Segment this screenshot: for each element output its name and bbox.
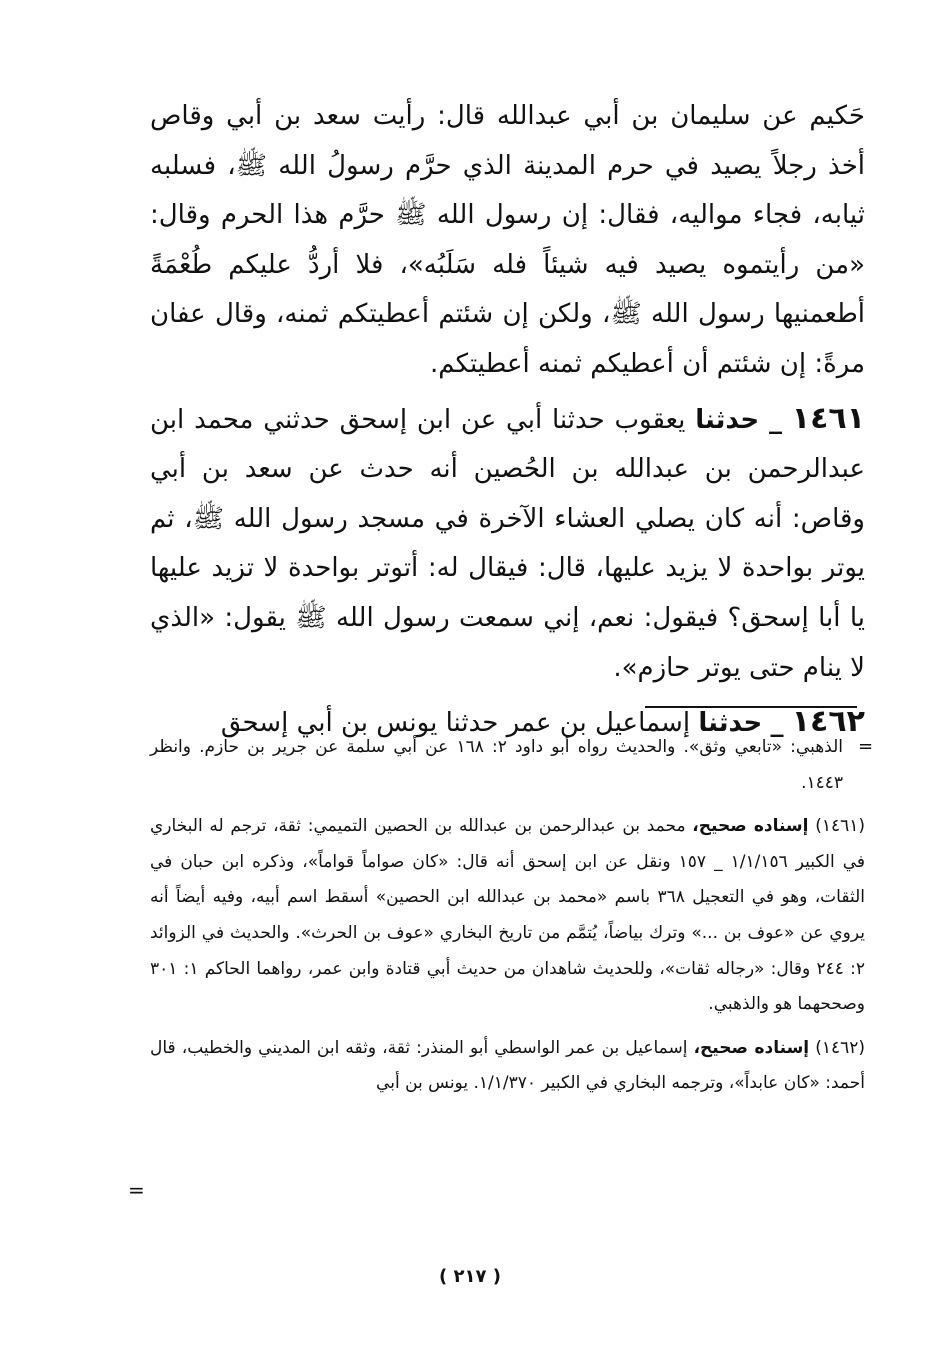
footnote-1461 bbox=[150, 809, 865, 1023]
footnote-divider bbox=[645, 706, 857, 708]
hadith-separator: _ bbox=[770, 708, 784, 739]
hadith-separator: _ bbox=[768, 404, 782, 435]
hadith-number: ١٤٦٢ bbox=[791, 704, 865, 740]
main-text bbox=[150, 92, 865, 749]
footnotes bbox=[150, 730, 865, 1102]
footnote-1462 bbox=[150, 1031, 865, 1102]
footnote-text: محمد بن عبدالرحمن بن عبدالله بن الحصين التميمي: ثقة، ترجم له البخاري في الكبير ١/١/١٥٦ _ ١٥٧ ونقل عن ابن إسحق أنه قال: «كان صواماً قواماً»، وذكره ابن حبان في الثقات، وهو في التعجيل ٣٦٨ باسم «محمد بن عبدالله ابن الحصين» أسقط اسم أبيه، وفيه أيضاً أنه يروي عن «عوف بن ...» وترك بياضاً، يُتمَّم من تاريخ البخاري «عوف بن الحرث». والحديث في الزوائد ٢: ٢٤٤ وقال: «رجاله ثقات»، وللحديث شاهدان من حديث أبي قتادة وابن عمر، رواهما الحاكم ١: ٣٠١ وصححهما هو والذهبي. bbox=[150, 816, 865, 1015]
hadith-text: إسماعيل بن عمر حدثنا يونس بن أبي إسحق bbox=[220, 708, 691, 739]
hadith-1461 bbox=[150, 394, 865, 694]
footnote-number: (١٤٦٢) bbox=[815, 1037, 866, 1058]
carry-over-continuation-mark: = bbox=[858, 736, 874, 757]
hadith-number: ١٤٦١ bbox=[791, 400, 866, 436]
haddathana-word: حدثنا bbox=[695, 404, 760, 435]
footnote-carry-over: الذهبي: «تابعي وثق». والحديث رواه أبو داود ٢: ١٦٨ عن أبي سلمة عن جرير بن حازم. وانظر ١٤٤٣. bbox=[150, 737, 844, 793]
footnote-text: إسماعيل بن عمر الواسطي أبو المنذر: ثقة، وثقه ابن المديني والخطيب، قال أحمد: «كان عابداً»، وترجمه البخاري في الكبير ١/١/٣٧٠. يونس بن أبي bbox=[150, 1037, 865, 1094]
intro-paragraph: حَكيم عن سليمان بن أبي عبدالله قال: رأيت سعد بن أبي وقاص أخذ رجلاً يصيد في حرم المدينة الذي حرَّم رسولُ الله ﷺ، فسلبه ثيابه، فجاء مواليه، فقال: إن رسول الله ﷺ حرَّم هذا الحرم وقال: «من رأيتموه يصيد فيه شيئاً فله سَلَبُه»، فلا أردُّ عليكم طُعْمَةً أطعمنيها رسول الله ﷺ، ولكن إن شئتم أعطيتكم ثمنه، وقال عفان مرةً: إن شئتم أن أعطيكم ثمنه أعطيتكم. bbox=[150, 101, 865, 379]
footnote-label: إسناده صحيح، bbox=[692, 816, 809, 837]
page-number: ( ٢١٧ ) bbox=[439, 1266, 501, 1287]
hadith-text: يعقوب حدثنا أبي عن ابن إسحق حدثني محمد ابن عبدالرحمن بن عبدالله بن الحُصين أنه حدث عن سعد بن أبي وقاص: أنه كان يصلي العشاء الآخرة في مسجد رسول الله ﷺ، ثم يوتر بواحدة لا يزيد عليها، قال: فيقال له: أتوتر بواحدة لا تزيد عليها يا أبا إسحق؟ فيقول: نعم، إني سمعت رسول الله ﷺ يقول: «الذي لا ينام حتى يوتر حازم». bbox=[150, 404, 865, 683]
footnote-number: (١٤٦١) bbox=[815, 816, 866, 837]
footnote-label: إسناده صحيح، bbox=[693, 1037, 810, 1058]
haddathana-word: حدثنا bbox=[698, 708, 763, 739]
footnote-continuation-mark: = bbox=[128, 1178, 145, 1202]
